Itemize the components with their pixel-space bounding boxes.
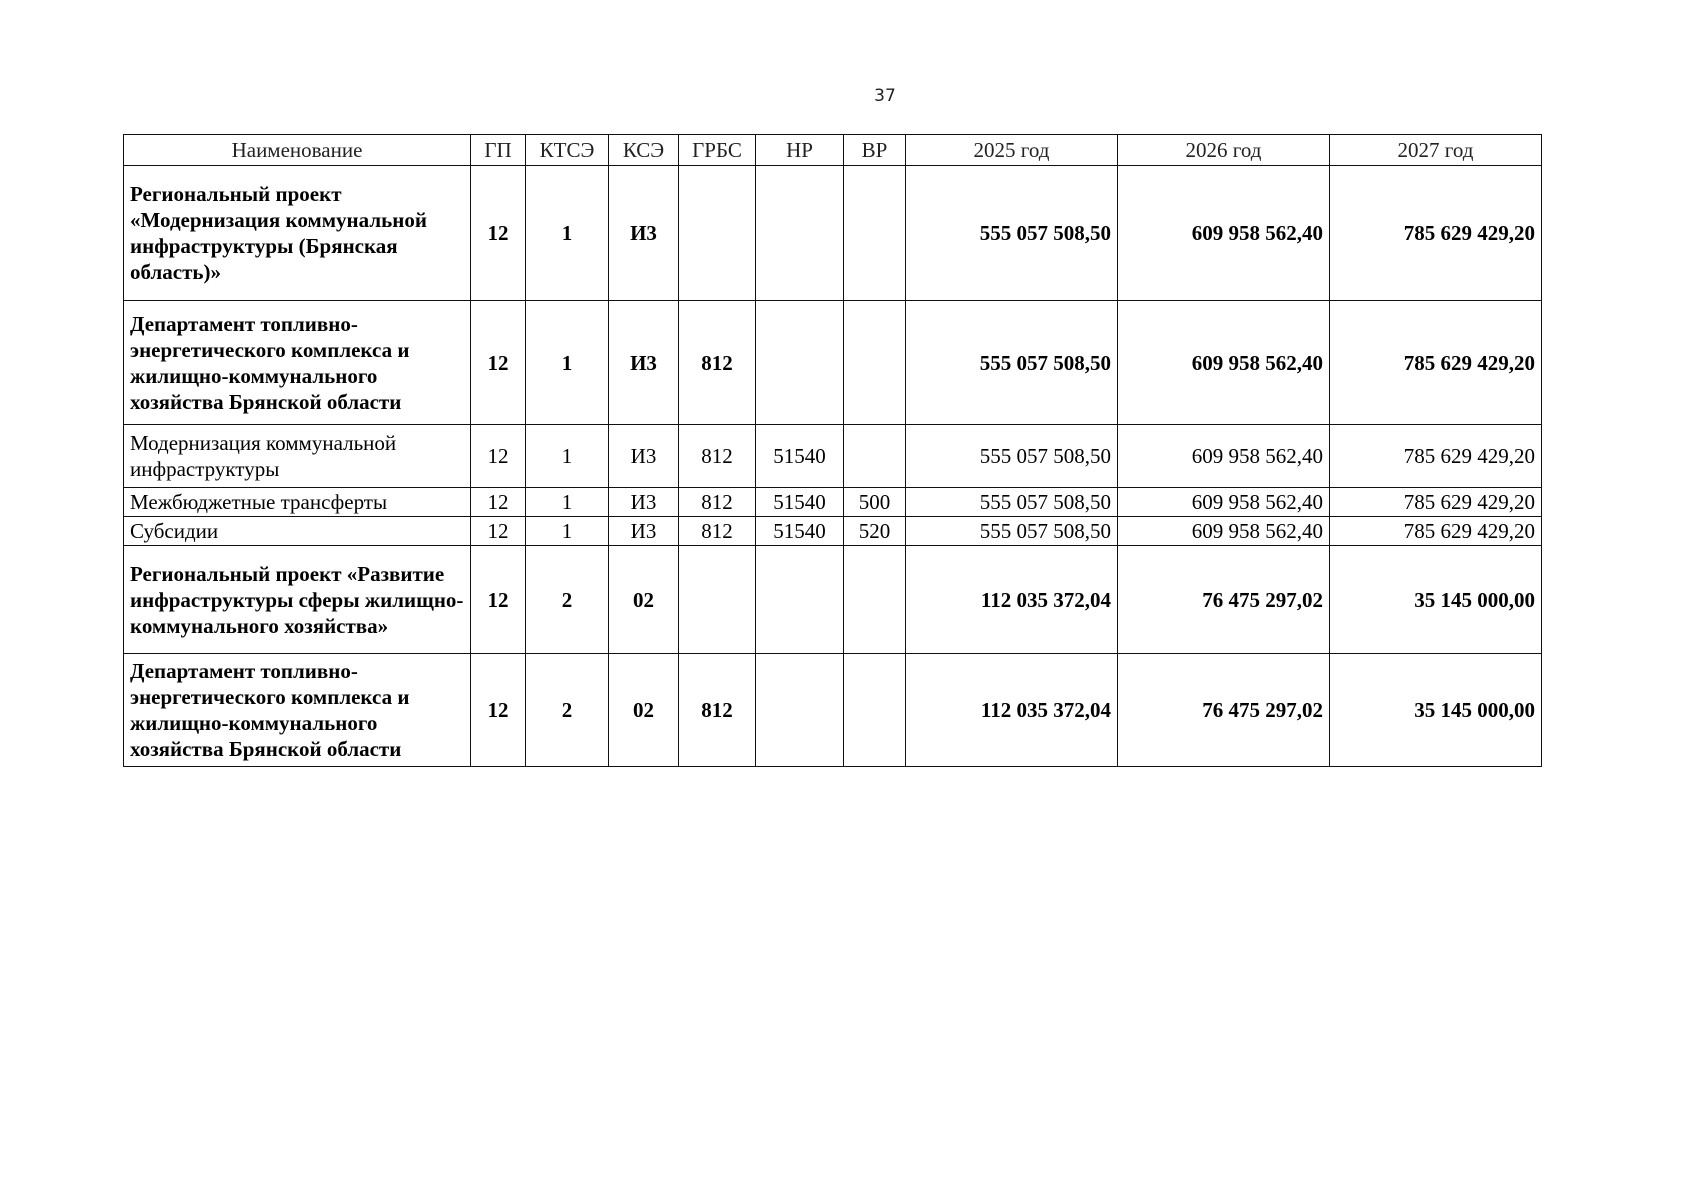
cell-2026: 609 958 562,40 <box>1118 166 1330 301</box>
header-ktse: КТСЭ <box>526 135 609 166</box>
cell-kse: 02 <box>609 654 679 767</box>
cell-name: Модернизация коммунальной инфраструктуры <box>124 425 471 488</box>
cell-vr: 500 <box>844 488 906 517</box>
cell-gp: 12 <box>471 488 526 517</box>
table-row <box>124 301 1542 425</box>
cell-gp: 12 <box>471 425 526 488</box>
cell-2025: 555 057 508,50 <box>906 488 1118 517</box>
cell-nr <box>756 166 844 301</box>
cell-grbs: 812 <box>679 425 756 488</box>
cell-ktse: 1 <box>526 425 609 488</box>
table-row <box>124 517 1542 546</box>
cell-gp: 12 <box>471 546 526 654</box>
header-gp: ГП <box>471 135 526 166</box>
cell-vr <box>844 166 906 301</box>
cell-nr: 51540 <box>756 517 844 546</box>
table-row <box>124 654 1542 767</box>
cell-2026: 609 958 562,40 <box>1118 517 1330 546</box>
cell-ktse: 2 <box>526 654 609 767</box>
cell-nr <box>756 546 844 654</box>
cell-2025: 555 057 508,50 <box>906 425 1118 488</box>
cell-2026: 609 958 562,40 <box>1118 301 1330 425</box>
cell-grbs: 812 <box>679 517 756 546</box>
cell-gp: 12 <box>471 166 526 301</box>
cell-kse: И3 <box>609 301 679 425</box>
cell-kse: И3 <box>609 517 679 546</box>
cell-vr <box>844 425 906 488</box>
cell-2026: 76 475 297,02 <box>1118 654 1330 767</box>
table-row <box>124 425 1542 488</box>
cell-nr <box>756 301 844 425</box>
cell-gp: 12 <box>471 517 526 546</box>
cell-2027: 785 629 429,20 <box>1330 425 1542 488</box>
cell-ktse: 1 <box>526 517 609 546</box>
cell-2027: 785 629 429,20 <box>1330 488 1542 517</box>
table-row <box>124 166 1542 301</box>
cell-gp: 12 <box>471 301 526 425</box>
cell-name: Региональный проект «Модернизация коммунальной инфраструктуры (Брянская область)» <box>124 166 471 301</box>
cell-nr: 51540 <box>756 425 844 488</box>
header-2025: 2025 год <box>906 135 1118 166</box>
cell-vr: 520 <box>844 517 906 546</box>
budget-table <box>123 134 1542 767</box>
cell-2025: 555 057 508,50 <box>906 166 1118 301</box>
header-nr: НР <box>756 135 844 166</box>
cell-grbs <box>679 546 756 654</box>
page-number: 37 <box>874 86 896 106</box>
cell-name: Межбюджетные трансферты <box>124 488 471 517</box>
header-kse: КСЭ <box>609 135 679 166</box>
table-row <box>124 488 1542 517</box>
cell-2026: 76 475 297,02 <box>1118 546 1330 654</box>
cell-2027: 35 145 000,00 <box>1330 654 1542 767</box>
cell-vr <box>844 654 906 767</box>
cell-ktse: 1 <box>526 166 609 301</box>
cell-nr: 51540 <box>756 488 844 517</box>
cell-grbs: 812 <box>679 488 756 517</box>
table-row <box>124 546 1542 654</box>
cell-kse: И3 <box>609 488 679 517</box>
cell-kse: И3 <box>609 166 679 301</box>
cell-vr <box>844 546 906 654</box>
header-row <box>124 135 1542 166</box>
cell-2027: 785 629 429,20 <box>1330 301 1542 425</box>
header-2026: 2026 год <box>1118 135 1330 166</box>
cell-2025: 112 035 372,04 <box>906 654 1118 767</box>
cell-grbs <box>679 166 756 301</box>
cell-name: Департамент топливно-энергетического комплекса и жилищно-коммунального хозяйства Брянской области <box>124 301 471 425</box>
cell-grbs: 812 <box>679 301 756 425</box>
cell-2027: 785 629 429,20 <box>1330 517 1542 546</box>
cell-name: Региональный проект «Развитие инфраструктуры сферы жилищно-коммунального хозяйства» <box>124 546 471 654</box>
cell-ktse: 1 <box>526 488 609 517</box>
cell-vr <box>844 301 906 425</box>
cell-2026: 609 958 562,40 <box>1118 488 1330 517</box>
header-grbs: ГРБС <box>679 135 756 166</box>
cell-ktse: 1 <box>526 301 609 425</box>
cell-2026: 609 958 562,40 <box>1118 425 1330 488</box>
cell-kse: 02 <box>609 546 679 654</box>
cell-2027: 785 629 429,20 <box>1330 166 1542 301</box>
cell-2027: 35 145 000,00 <box>1330 546 1542 654</box>
cell-ktse: 2 <box>526 546 609 654</box>
header-vr: ВР <box>844 135 906 166</box>
cell-name: Субсидии <box>124 517 471 546</box>
cell-gp: 12 <box>471 654 526 767</box>
cell-grbs: 812 <box>679 654 756 767</box>
cell-2025: 112 035 372,04 <box>906 546 1118 654</box>
cell-name: Департамент топливно-энергетического комплекса и жилищно-коммунального хозяйства Брянской области <box>124 654 471 767</box>
cell-nr <box>756 654 844 767</box>
header-name: Наименование <box>124 135 471 166</box>
cell-2025: 555 057 508,50 <box>906 517 1118 546</box>
cell-kse: И3 <box>609 425 679 488</box>
cell-2025: 555 057 508,50 <box>906 301 1118 425</box>
header-2027: 2027 год <box>1330 135 1542 166</box>
